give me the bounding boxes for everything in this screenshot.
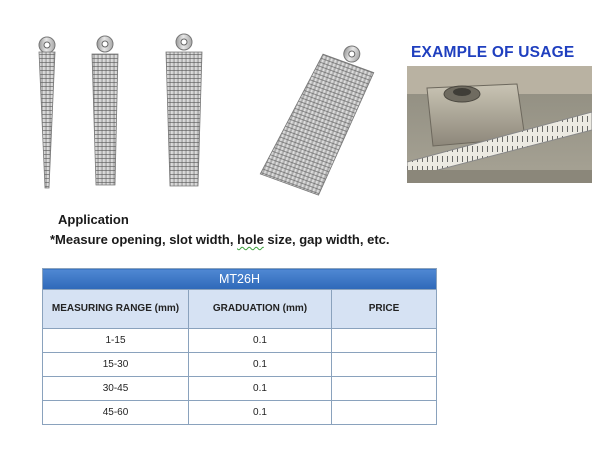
application-heading: Application <box>58 212 129 227</box>
gauge-45-to-60 <box>260 31 375 198</box>
table-row <box>43 401 437 425</box>
range-column-header: MEASURING RANGE (mm) <box>43 290 189 329</box>
price-cell <box>332 401 437 425</box>
table-row <box>43 353 437 377</box>
graduation-column-header: GRADUATION (mm) <box>189 290 332 329</box>
application-desc-start: *Measure opening, slot width, <box>50 232 238 247</box>
application-description <box>50 232 390 247</box>
price-cell <box>332 377 437 401</box>
range-cell: 30-45 <box>43 377 189 401</box>
application-desc-end: size, gap width, etc. <box>263 232 390 247</box>
graduation-cell: 0.1 <box>189 377 332 401</box>
gauge-1-to-15 <box>39 37 55 188</box>
gauge-15-to-30 <box>92 36 118 185</box>
range-cell: 15-30 <box>43 353 189 377</box>
range-cell: 1-15 <box>43 329 189 353</box>
table-row <box>43 329 437 353</box>
graduation-cell: 0.1 <box>189 353 332 377</box>
model-header: MT26H <box>43 269 437 290</box>
table-row <box>43 377 437 401</box>
spell-check-word: hole <box>237 232 264 247</box>
price-cell <box>332 353 437 377</box>
usage-title: EXAMPLE OF USAGE <box>411 44 575 61</box>
spec-table <box>42 268 437 425</box>
range-cell: 45-60 <box>43 401 189 425</box>
graduation-cell: 0.1 <box>189 329 332 353</box>
price-cell <box>332 329 437 353</box>
price-column-header: PRICE <box>332 290 437 329</box>
graduation-cell: 0.1 <box>189 401 332 425</box>
gauge-30-to-45 <box>166 34 202 186</box>
usage-photo <box>407 66 592 183</box>
taper-gauge-images <box>30 30 375 200</box>
